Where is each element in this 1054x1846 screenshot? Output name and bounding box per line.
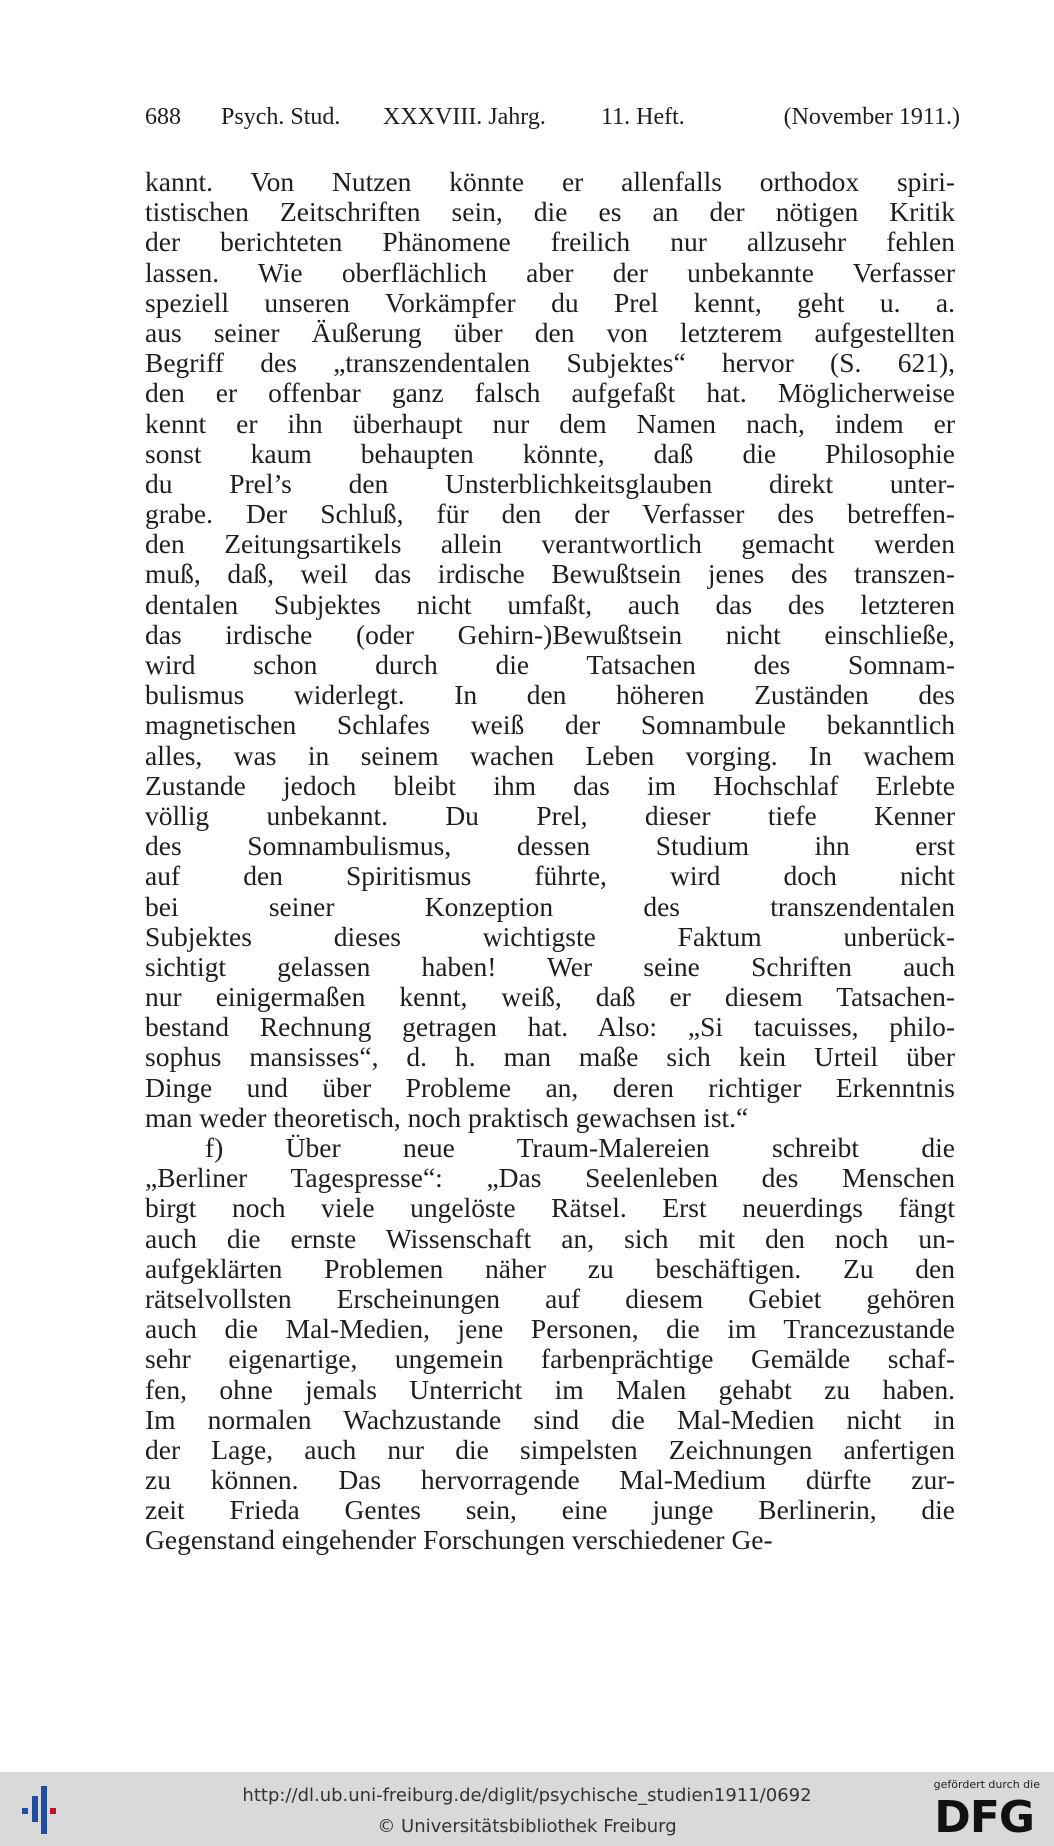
text-line: man weder theoretisch, noch praktisch gewachsen ist.“ [145,1101,749,1133]
text-line: kennt er ihn überhaupt nur dem Namen nach, indem er [145,407,955,439]
issue-label: 11. Heft. [601,104,685,130]
text-line: sophus mansisses“, d. h. man maße sich kein Urteil über [145,1041,955,1073]
text-line: auf den Spiritismus führte, wird doch nicht [145,860,955,892]
text-line: Dinge und über Probleme an, deren richtiger Erkenntnis [145,1071,955,1103]
text-line: Zustande jedoch bleibt ihm das im Hochschlaf Erlebte [145,769,955,801]
source-url-link[interactable]: http://dl.ub.uni-freiburg.de/diglit/psychische_studien1911/0692 [242,1785,812,1806]
text-line: sehr eigenartige, ungemein farbenprächtige Gemälde schaf- [145,1343,955,1375]
text-line: des Somnambulismus, dessen Studium ihn erst [145,830,955,862]
text-line: zeit Frieda Gentes sein, eine junge Berlinerin, die [145,1494,955,1526]
text-line: bulismus widerlegt. In den höheren Zuständen des [145,679,955,711]
text-line: Subjektes dieses wichtigste Faktum unberück- [145,920,955,952]
text-line: magnetischen Schlafes weiß der Somnambule bekanntlich [145,709,955,741]
text-line: das irdische (oder Gehirn-)Bewußtsein nicht einschließe, [145,618,955,650]
text-line: Gegenstand eingehender Forschungen verschiedener Ge- [145,1524,773,1556]
text-line: „Berliner Tagespresse“: „Das Seelenleben des Menschen [145,1162,955,1194]
text-line: zu können. Das hervorragende Mal-Medium dürfte zur- [145,1464,955,1496]
text-line: lassen. Wie oberflächlich aber der unbekannte Verfasser [145,256,955,288]
text-line: tistischen Zeitschriften sein, die es an der nötigen Kritik [145,196,955,228]
text-line: der berichteten Phänomene freilich nur allzusehr fehlen [145,226,955,258]
text-line: auch die ernste Wissenschaft an, sich mit den noch un- [145,1222,955,1254]
footer-bar [0,1772,1054,1846]
text-line: völlig unbekannt. Du Prel, dieser tiefe Kenner [145,799,955,831]
body-text [145,167,955,1556]
text-line: auch die Mal-Medien, jene Personen, die im Trancezustande [145,1313,955,1345]
text-line: speziell unseren Vorkämpfer du Prel kennt, geht u. a. [145,286,955,318]
text-line: Begriff des „transzendentalen Subjektes“ hervor (S. 621), [145,347,955,379]
issue-date: (November 1911.) [783,104,960,130]
text-line: dentalen Subjektes nicht umfaßt, auch das des letzteren [145,588,955,620]
text-line: du Prel’s den Unsterblichkeitsglauben direkt unter- [145,467,955,499]
journal-title: Psych. Stud. [221,104,341,130]
text-line: grabe. Der Schluß, für den der Verfasser des betreffen- [145,498,955,530]
text-line: Im normalen Wachzustande sind die Mal-Medien nicht in [145,1403,955,1435]
text-line: den er offenbar ganz falsch aufgefaßt hat. Möglicherweise [145,377,955,409]
text-line: alles, was in seinem wachen Leben vorging. In wachem [145,739,955,771]
text-line: sichtigt gelassen haben! Wer seine Schriften auch [145,950,955,982]
text-line: bei seiner Konzeption des transzendentalen [145,890,955,922]
text-line: birgt noch viele ungelöste Rätsel. Erst neuerdings fängt [145,1192,955,1224]
text-line: bestand Rechnung getragen hat. Also: „Si tacuisses, philo- [145,1011,955,1043]
funding-note: gefördert durch die [933,1778,1040,1791]
text-line: f) Über neue Traum-Malereien schreibt die [205,1132,955,1163]
text-line: der Lage, auch nur die simpelsten Zeichnungen anfertigen [145,1433,955,1465]
text-line: aus seiner Äußerung über den von letzterem aufgestellten [145,316,955,348]
page-number: 688 [145,104,181,130]
running-header [145,104,960,140]
text-line: fen, ohne jemals Unterricht im Malen gehabt zu haben. [145,1373,955,1405]
text-line: muß, daß, weil das irdische Bewußtsein jenes des transzen- [145,558,955,590]
dfg-logo: DFG [934,1792,1034,1843]
volume-label: XXXVIII. Jahrg. [383,104,546,130]
text-line: aufgeklärten Problemen näher zu beschäftigen. Zu den [145,1252,955,1284]
copyright-notice: © Universitätsbibliothek Freiburg [377,1816,677,1837]
text-line: nur einigermaßen kennt, weiß, daß er diesem Tatsachen- [145,981,955,1013]
text-line: rätselvollsten Erscheinungen auf diesem Gebiet gehören [145,1282,955,1314]
text-line: sonst kaum behaupten könnte, daß die Philosophie [145,437,955,469]
text-line: kannt. Von Nutzen könnte er allenfalls orthodox spiri- [145,166,955,197]
text-line: wird schon durch die Tatsachen des Somnam- [145,649,955,680]
text-line: den Zeitungsartikels allein verantwortlich gemacht werden [145,528,955,560]
